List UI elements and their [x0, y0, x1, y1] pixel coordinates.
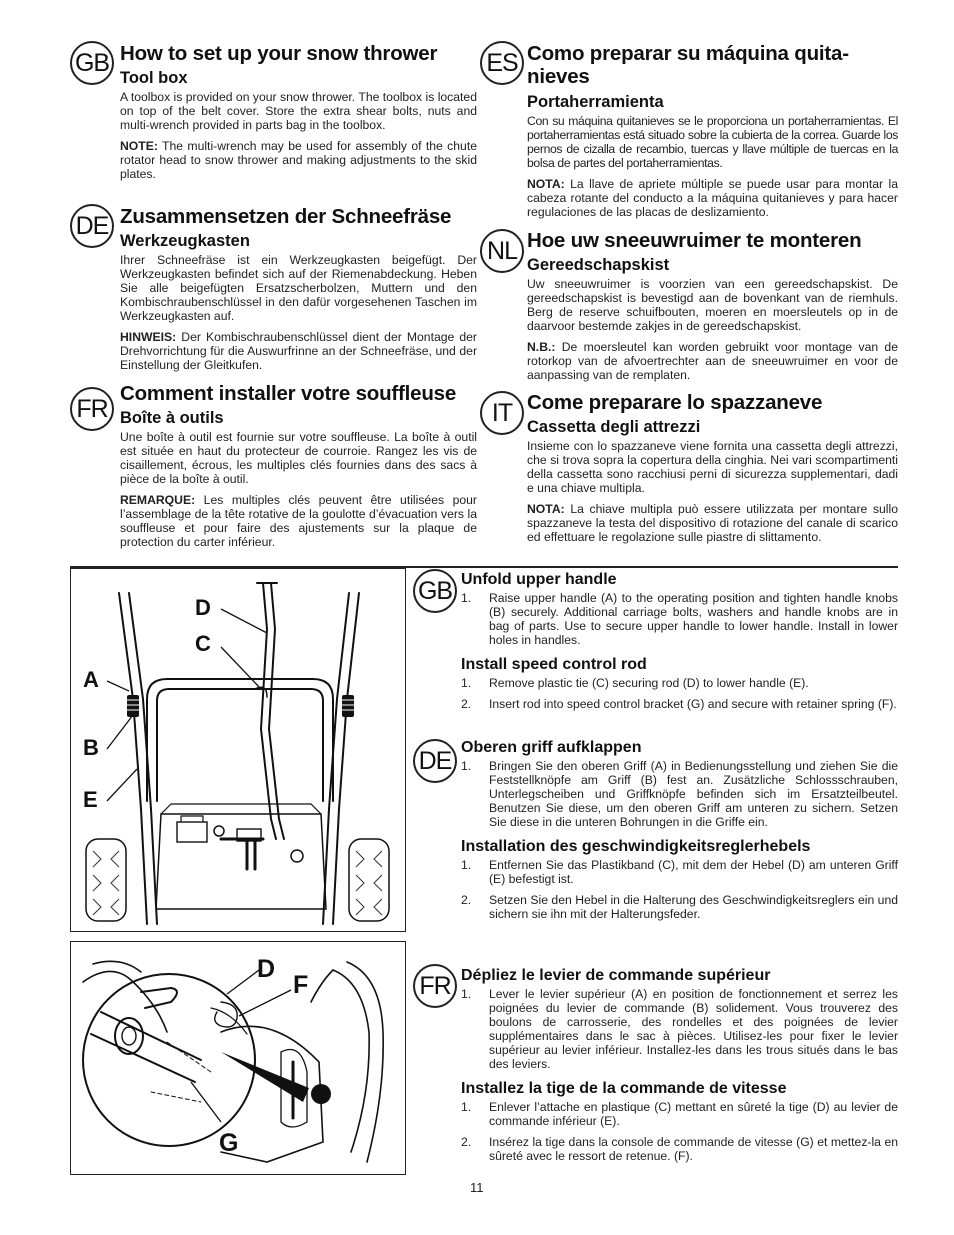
callout-d: D	[257, 955, 276, 983]
step-item	[461, 893, 898, 921]
section-setup-fr	[120, 382, 477, 556]
step-item	[461, 697, 898, 711]
callout-a: A	[83, 667, 99, 692]
note-text: De moersleutel kan worden gebruikt voor montage van de rotorkop van de afvoertrechter aan de sneeuwruimer en voor de aanpassing van de remplaten.	[527, 340, 898, 382]
step-item	[461, 676, 898, 690]
step-item	[461, 591, 898, 647]
step-heading-unfold-handle: Oberen griff aufklappen	[461, 739, 642, 756]
section-subtitle: Portaherramienta	[527, 93, 664, 111]
step-item	[461, 759, 898, 829]
section-title: Hoe uw sneeuwruimer te monteren	[527, 229, 862, 252]
section-setup-nl	[527, 229, 898, 389]
language-badge-de: DE	[70, 204, 114, 248]
section-title: Comment installer votre souffleuse	[120, 382, 457, 405]
callout-e: E	[83, 787, 98, 812]
step-item	[461, 1100, 898, 1128]
step-item	[461, 1135, 898, 1163]
section-subtitle: Cassetta degli attrezzi	[527, 418, 701, 436]
callout-f: F	[293, 971, 309, 999]
step-text: Setzen Sie den Hebel in die Halterung des Geschwindigkeitsreglers ein und sichern sie ihn mit der Halterungsfeder.	[489, 893, 898, 921]
section-body: Insieme con lo spazzaneve viene fornita una cassetta degli attrezzi, che si trova sopra la copertura della cinghia. Nei vari scompartimenti della cassetta sono racchiusi perni di sicurezza supplementari, dadi e una chiave multipla.	[527, 439, 898, 495]
figure-handle-assembly	[70, 568, 406, 932]
section-title: How to set up your snow thrower	[120, 42, 438, 65]
step-text: Bringen Sie den oberen Griff (A) in Bedienungsstellung und ziehen Sie die Feststellknöpfe am Griff (B) fest an. Zusätzliche Schlossschrauben, Unterlegscheiben und Griffknöpfe befinden sich im Ersatzteilbeutel. Benutzen Sie diese, um den oberen Griff am unteren zu sichern. Setzen Sie diese in die unteren Bohrungen in die Griffe ein.	[489, 759, 898, 829]
step-number: 2.	[461, 697, 472, 711]
note-text: The multi-wrench may be used for assembly of the chute rotator head to snow thrower and making adjustments to the skid plates.	[120, 139, 477, 181]
step-text: Entfernen Sie das Plastikband (C), mit dem der Hebel (D) am unteren Griff (E) befestigt ist.	[489, 858, 898, 886]
language-badge-nl: NL	[480, 229, 524, 273]
section-setup-it	[527, 391, 898, 551]
step-number: 1.	[461, 591, 472, 605]
step-number: 1.	[461, 987, 472, 1001]
handle-assembly-illustration	[71, 569, 406, 932]
step-item	[461, 858, 898, 886]
section-subtitle: Werkzeugkasten	[120, 232, 250, 250]
step-heading-unfold-handle: Unfold upper handle	[461, 571, 617, 588]
section-subtitle: Gereedschapskist	[527, 256, 670, 274]
step-number: 1.	[461, 858, 472, 872]
note-label: REMARQUE:	[120, 493, 196, 507]
section-note	[527, 502, 898, 544]
section-setup-es	[527, 42, 898, 226]
step-number: 2.	[461, 1135, 472, 1149]
instructions-gb	[461, 570, 898, 718]
step-heading-speed-rod: Install speed control rod	[461, 656, 647, 673]
step-number: 1.	[461, 676, 472, 690]
step-heading-speed-rod: Installez la tige de la commande de vitesse	[461, 1080, 787, 1097]
note-label: NOTA:	[527, 502, 565, 516]
instructions-fr	[461, 966, 898, 1170]
section-subtitle: Boîte à outils	[120, 409, 224, 427]
note-text: La chiave multipla può essere utilizzata per montare sullo spazzaneve la testa del dispositivo di rotazione del canale di scarico ed effettuare le regolazione sulle piastre di slittamento.	[527, 502, 898, 544]
note-text: Der Kombischraubenschlüssel dient der Montage der Drehvorrichtung für die Auswurfrinne an der Schneefräse, und der Einstellung der Gleitkufen.	[120, 330, 477, 372]
section-body: A toolbox is provided on your snow thrower. The toolbox is located on top of the belt cover. Store the extra shear bolts, nuts and multi-wrench provided in parts bag in the toolbox.	[120, 90, 477, 132]
step-text: Raise upper handle (A) to the operating position and tighten handle knobs (B) securely. Additional carriage bolts, washers and handle knobs are in bag of parts. Use to secure upper handle to lower handle. Install in lower holes in handles.	[489, 591, 898, 647]
step-text: Lever le levier supérieur (A) en position de fonctionnement et serrez les poignées du levier de commande (B) solidement. Vous trouverez des boulons de carrosserie, des rondelles et des poignées de levier supplémentaires dans le sac à pièces. Utilisez-les pour fixer le levier supérieur au levier inférieur. Installez-les dans les trous situés dans le bas des leviers.	[489, 987, 898, 1071]
language-badge-de: DE	[413, 739, 457, 783]
note-label: NOTA:	[527, 177, 565, 191]
section-title: Come preparare lo spazzaneve	[527, 391, 823, 414]
note-text: Les multiples clés peuvent être utilisées pour l’assemblage de la tête rotative de la goulotte d’évacuation vers la souffleuse et pour faire des ajustements sur la plaque de protection du carter inférieur.	[120, 493, 477, 549]
speed-control-illustration	[71, 942, 406, 1175]
step-text: Enlever l’attache en plastique (C) mettant en sûreté la tige (D) au levier de commande inférieur (E).	[489, 1100, 898, 1128]
callout-g: G	[219, 1129, 239, 1157]
step-heading-unfold-handle: Dépliez le levier de commande supérieur	[461, 967, 771, 984]
section-note	[120, 139, 477, 181]
section-body: Con su máquina quitanieves se le proporciona un portaherramientas. El portaherramientas está situado sobre la cubierta de la correa. Guarde los pernos de cizalla de recambio, tuercas y llave múltiple de tuercas en la bolsa de partes del portaherramientas.	[527, 114, 898, 170]
step-heading-speed-rod: Installation des geschwindigkeitsreglerhebels	[461, 838, 811, 855]
language-badge-fr: FR	[70, 387, 114, 431]
step-text: Remove plastic tie (C) securing rod (D) to lower handle (E).	[489, 676, 809, 690]
section-subtitle: Tool box	[120, 69, 188, 87]
step-number: 1.	[461, 759, 472, 773]
callout-b: B	[83, 735, 99, 760]
step-item	[461, 987, 898, 1071]
section-note	[527, 177, 898, 219]
step-number: 1.	[461, 1100, 472, 1114]
note-label: HINWEIS:	[120, 330, 177, 344]
page-number: 11	[470, 1180, 484, 1195]
section-note	[120, 493, 477, 549]
step-number: 2.	[461, 893, 472, 907]
callout-c: C	[195, 631, 211, 656]
section-setup-gb	[120, 42, 477, 188]
section-body: Uw sneeuwruimer is voorzien van een gereedschapskist. De gereedschapskist is bevestigd aan de bovenkant van de riemhuls. Berg de reserve schuifbouten, moeren en moersleutels op in de daarvoor bestemde zakjes in de gereedschapskist.	[527, 277, 898, 333]
language-badge-fr: FR	[413, 964, 457, 1008]
callout-d: D	[195, 595, 211, 620]
section-note	[120, 330, 477, 372]
language-badge-it: IT	[480, 391, 524, 435]
step-text: Insérez la tige dans la console de commande de vitesse (G) et mettez-la en sûreté avec le ressort de retenue. (F).	[489, 1135, 898, 1163]
instructions-de	[461, 738, 898, 928]
figure-speed-control-detail	[70, 941, 406, 1175]
section-note	[527, 340, 898, 382]
step-text: Insert rod into speed control bracket (G) and secure with retainer spring (F).	[489, 697, 897, 711]
language-badge-gb: GB	[70, 41, 114, 85]
note-text: La llave de apriete múltiple se puede usar para montar la cabeza rotante del conducto a la máquina quitanieves y para hacer regulaciones de las placas de deslizamiento.	[527, 177, 898, 219]
note-label: N.B.:	[527, 340, 556, 354]
note-label: NOTE:	[120, 139, 158, 153]
language-badge-gb: GB	[413, 569, 457, 613]
section-body: Ihrer Schneefräse ist ein Werkzeugkasten beigefügt. Der Werkzeugkasten befindet sich auf der Riemenabdeckung. Heben Sie alle beigefügten Ersatzscherbolzen, Muttern und den Kombischraubenschlüssel in den dafür vorgesehenen Taschen im Werkzeugkasten auf.	[120, 253, 477, 323]
language-badge-es: ES	[480, 41, 524, 85]
section-title: Zusammensetzen der Schneefräse	[120, 205, 452, 228]
section-body: Une boîte à outil est fournie sur votre souffleuse. La boîte à outil est située en haut du protecteur de courroie. Rangez les vis de cisaillement, écrous, les multiples clés fournies dans des sacs à pièce de la boîte à outil.	[120, 430, 477, 486]
section-setup-de	[120, 205, 477, 379]
section-title: Como preparar su máquina quita-nieves	[527, 42, 849, 88]
